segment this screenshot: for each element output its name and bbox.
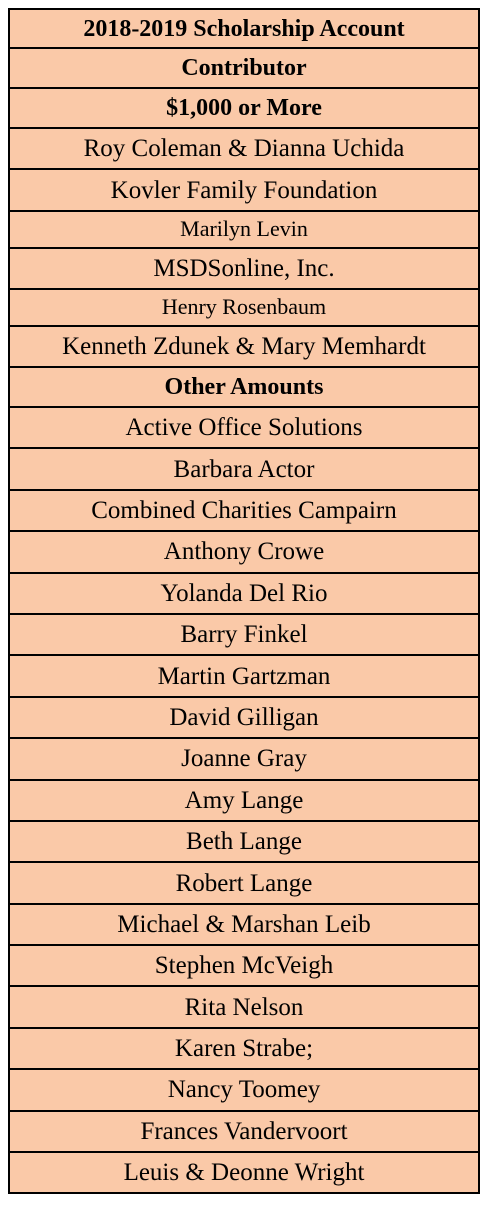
contributor-name: Henry Rosenbaum <box>10 289 478 326</box>
table-row <box>10 490 478 531</box>
column-header-contributor: Contributor <box>10 48 478 88</box>
contributor-name: Amy Lange <box>10 780 478 821</box>
contributor-name: Leuis & Deonne Wright <box>10 1152 478 1192</box>
table-row <box>10 573 478 614</box>
table-row <box>10 945 478 986</box>
table-title: 2018-2019 Scholarship Account <box>83 15 405 42</box>
contributors-table-grid <box>10 10 478 1192</box>
table-row <box>10 1152 478 1192</box>
contributor-name: Marilyn Levin <box>10 211 478 248</box>
contributor-name: Rita Nelson <box>10 986 478 1027</box>
contributor-name: Karen Strabe; <box>10 1028 478 1069</box>
contributor-name: David Gilligan <box>10 697 478 738</box>
contributor-name: Roy Coleman & Dianna Uchida <box>10 128 478 169</box>
contributor-name: Kenneth Zdunek & Mary Memhardt <box>10 326 478 367</box>
contributor-name: Robert Lange <box>10 862 478 903</box>
contributor-name: Stephen McVeigh <box>10 945 478 986</box>
table-row <box>10 862 478 903</box>
table-row <box>10 738 478 779</box>
contributor-name: Barry Finkel <box>10 614 478 655</box>
contributor-name: Michael & Marshan Leib <box>10 904 478 945</box>
table-row <box>10 289 478 326</box>
contributor-name: Frances Vandervoort <box>10 1111 478 1152</box>
contributor-name: MSDSonline, Inc. <box>10 248 478 289</box>
contributor-name: Beth Lange <box>10 821 478 862</box>
contributor-name: Joanne Gray <box>10 738 478 779</box>
section-heading-row <box>10 88 478 128</box>
table-row <box>10 821 478 862</box>
contributor-name: Kovler Family Foundation <box>10 169 478 210</box>
section-heading-1000-or-more: $1,000 or More <box>10 88 478 128</box>
table-row <box>10 986 478 1027</box>
table-row <box>10 407 478 448</box>
table-row <box>10 904 478 945</box>
contributor-name: Nancy Toomey <box>10 1069 478 1110</box>
scholarship-contributors-table <box>8 8 480 1194</box>
table-row <box>10 169 478 210</box>
contributor-name: Anthony Crowe <box>10 531 478 572</box>
table-row <box>10 697 478 738</box>
table-row <box>10 128 478 169</box>
table-row <box>10 1111 478 1152</box>
title-row <box>10 10 478 48</box>
table-row <box>10 780 478 821</box>
table-row <box>10 531 478 572</box>
section-heading-row <box>10 367 478 407</box>
contributor-name: Yolanda Del Rio <box>10 573 478 614</box>
table-row <box>10 211 478 248</box>
column-header-row <box>10 48 478 88</box>
table-row <box>10 1028 478 1069</box>
contributor-name: Martin Gartzman <box>10 655 478 696</box>
contributor-name: Barbara Actor <box>10 448 478 489</box>
table-row <box>10 448 478 489</box>
table-row <box>10 248 478 289</box>
table-row <box>10 614 478 655</box>
contributor-name: Active Office Solutions <box>10 407 478 448</box>
table-row <box>10 655 478 696</box>
table-row <box>10 326 478 367</box>
contributor-name: Combined Charities Campairn <box>10 490 478 531</box>
section-heading-other-amounts: Other Amounts <box>10 367 478 407</box>
table-row <box>10 1069 478 1110</box>
